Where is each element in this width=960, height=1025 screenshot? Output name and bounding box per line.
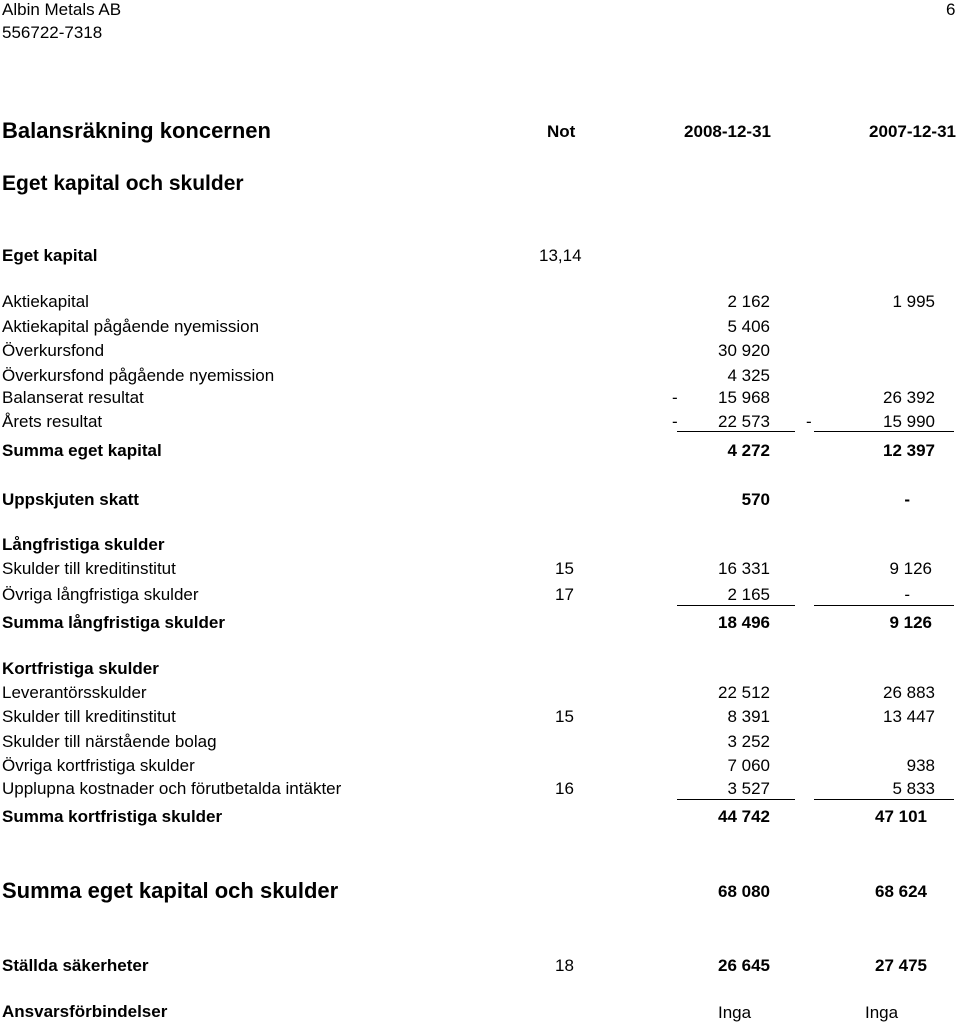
- value-2007: 68 624: [875, 882, 927, 901]
- company-name: Albin Metals AB: [2, 0, 122, 19]
- underline-2007: [814, 799, 954, 800]
- column-header-not: Not: [547, 122, 576, 141]
- value-2007: Inga: [865, 1003, 899, 1022]
- row-label: Övriga långfristiga skulder: [2, 585, 199, 604]
- row-label: Överkursfond pågående nyemission: [2, 366, 275, 385]
- row-label: Balanserat resultat: [2, 388, 144, 407]
- row-note: 18: [555, 956, 574, 975]
- row-label: Skulder till kreditinstitut: [2, 707, 176, 726]
- row-label: Summa långfristiga skulder: [2, 613, 225, 632]
- page-title: Balansräkning koncernen: [2, 118, 271, 143]
- row-note: 16: [555, 779, 574, 798]
- value-2008: 22 512: [718, 683, 770, 702]
- row-label: Skulder till närstående bolag: [2, 732, 217, 751]
- underline-2007: [814, 431, 954, 432]
- sign-2008: -: [672, 388, 678, 407]
- value-2008: 68 080: [718, 882, 770, 901]
- value-2008: 3 527: [727, 779, 770, 798]
- value-2007: 9 126: [889, 559, 932, 578]
- column-header-2008: 2008-12-31: [684, 122, 771, 141]
- row-label: Leverantörsskulder: [2, 683, 147, 702]
- value-2007: 938: [906, 756, 935, 775]
- value-2008: 7 060: [727, 756, 770, 775]
- row-label: Upplupna kostnader och förutbetalda intäkter: [2, 779, 342, 798]
- row-label: Summa eget kapital och skulder: [2, 878, 339, 903]
- value-2008: 26 645: [718, 956, 770, 975]
- underline-2008: [677, 605, 795, 606]
- value-2007: 26 883: [883, 683, 935, 702]
- row-label: Summa kortfristiga skulder: [2, 807, 223, 826]
- row-label: Årets resultat: [2, 412, 103, 431]
- sign-2008: -: [672, 412, 678, 431]
- langfristiga-heading: Långfristiga skulder: [2, 535, 165, 554]
- underline-2007: [814, 605, 954, 606]
- value-2007: -: [904, 490, 910, 509]
- value-2008: 22 573: [718, 412, 770, 431]
- row-label: Uppskjuten skatt: [2, 490, 139, 509]
- value-2007: 15 990: [883, 412, 935, 431]
- org-number: 556722-7318: [2, 23, 103, 42]
- underline-2008: [677, 799, 795, 800]
- row-note: 15: [555, 707, 574, 726]
- value-2008: 3 252: [727, 732, 770, 751]
- value-2008: 18 496: [718, 613, 770, 632]
- value-2007: 26 392: [883, 388, 935, 407]
- value-2007: 1 995: [892, 292, 935, 311]
- section-subtitle: Eget kapital och skulder: [2, 172, 244, 195]
- value-2007: 47 101: [875, 807, 927, 826]
- value-2007: 5 833: [892, 779, 935, 798]
- value-2008: 4 325: [727, 366, 770, 385]
- row-label: Aktiekapital: [2, 292, 89, 311]
- row-label: Överkursfond: [2, 341, 105, 360]
- row-label: Skulder till kreditinstitut: [2, 559, 176, 578]
- column-header-2007: 2007-12-31: [869, 122, 956, 141]
- row-label: Ställda säkerheter: [2, 956, 149, 975]
- sign-2007: -: [806, 412, 812, 431]
- value-2007: 9 126: [889, 613, 932, 632]
- page-number: 6: [946, 0, 956, 19]
- value-2007: -: [904, 585, 910, 604]
- value-2008: 4 272: [727, 441, 770, 460]
- row-label: Övriga kortfristiga skulder: [2, 756, 195, 775]
- eget-kapital-heading: Eget kapital: [2, 246, 98, 265]
- value-2008: 30 920: [718, 341, 770, 360]
- row-label: Aktiekapital pågående nyemission: [2, 317, 260, 336]
- value-2008: 2 165: [727, 585, 770, 604]
- value-2008: 8 391: [727, 707, 770, 726]
- value-2008: 44 742: [718, 807, 770, 826]
- eget-kapital-note: 13,14: [539, 246, 582, 265]
- kortfristiga-heading: Kortfristiga skulder: [2, 659, 159, 678]
- row-label: Summa eget kapital: [2, 441, 162, 460]
- value-2008: 5 406: [727, 317, 770, 336]
- value-2007: 13 447: [883, 707, 935, 726]
- value-2008: 570: [741, 490, 770, 509]
- value-2008: Inga: [718, 1003, 752, 1022]
- row-note: 17: [555, 585, 574, 604]
- value-2008: 16 331: [718, 559, 770, 578]
- value-2008: 15 968: [718, 388, 770, 407]
- row-label: Ansvarsförbindelser: [2, 1002, 168, 1021]
- value-2007: 27 475: [875, 956, 927, 975]
- value-2007: 12 397: [883, 441, 935, 460]
- underline-2008: [677, 431, 795, 432]
- value-2008: 2 162: [727, 292, 770, 311]
- row-note: 15: [555, 559, 574, 578]
